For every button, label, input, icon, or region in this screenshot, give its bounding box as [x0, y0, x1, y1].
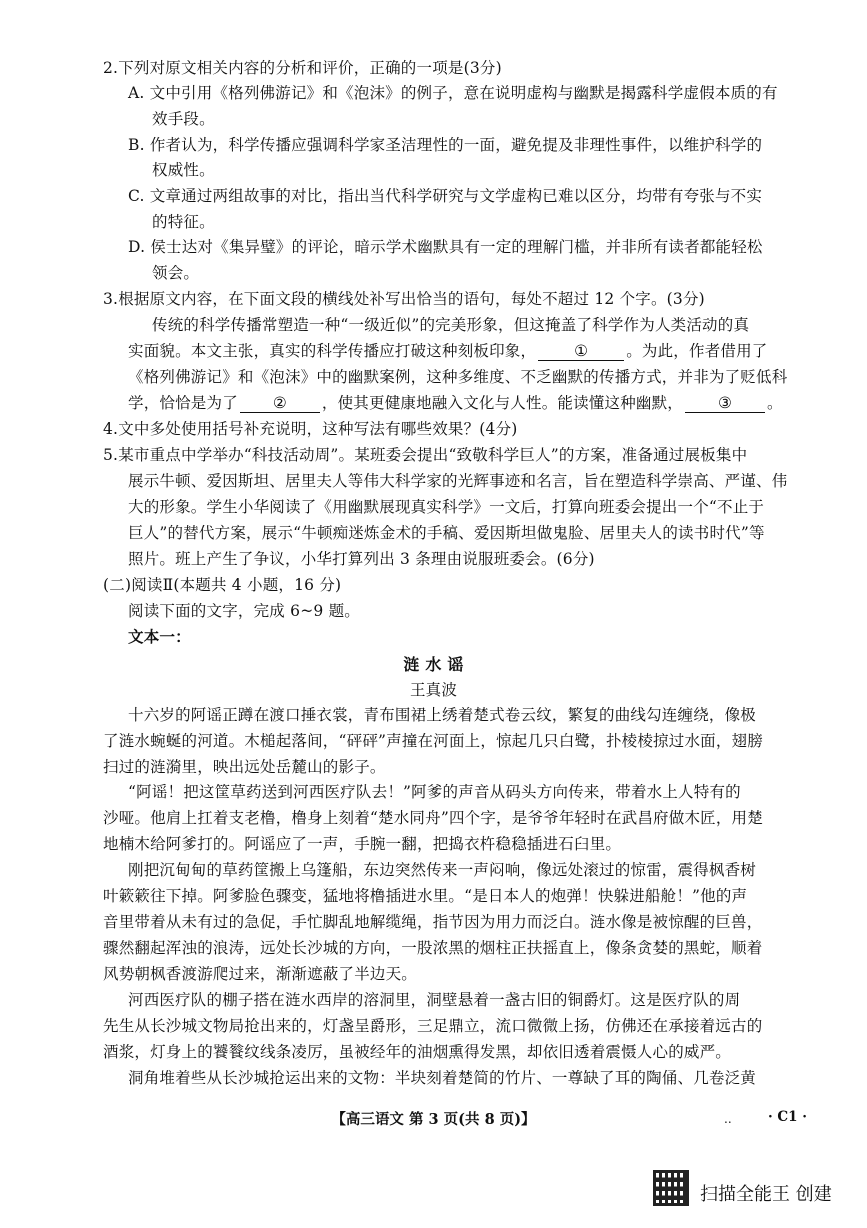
passage-text: 实面貌。本文主张，真实的科学传播应打破这种刻板印象，: [128, 342, 537, 360]
question-3-passage-line: [128, 341, 768, 361]
passage-text: ，使其更健康地融入文化与人性。能读懂这种幽默，: [321, 394, 684, 412]
question-5-line: 展示牛顿、爱因斯坦、居里夫人等伟大科学家的光辉事迹和名言，旨在塑造科学崇高、严谨、伟: [128, 472, 788, 490]
question-2-option-a-cont: 效手段。: [152, 110, 215, 128]
question-3-passage-line: [128, 393, 783, 413]
story-paragraph-line: 扫过的涟漪里，映出远处岳麓山的影子。: [103, 758, 386, 776]
question-3-passage-line: 《格列佛游记》和《泡沫》中的幽默案例，这种多维度、不乏幽默的传播方式，并非为了贬低科: [128, 368, 788, 386]
question-5-line: 大的形象。学生小华阅读了《用幽默展现真实科学》一文后，打算向班委会提出一个“不止于: [128, 498, 765, 516]
story-paragraph-line: 河西医疗队的棚子搭在涟水西岸的溶洞里，洞壁悬着一盏古旧的铜爵灯。这是医疗队的周: [128, 991, 741, 1009]
passage-text: 学，恰恰是为了: [128, 394, 238, 412]
question-5-line: 5.某市重点中学举办“科技活动周”。某班委会提出“致敬科学巨人”的方案，准备通过展板集中: [103, 446, 748, 464]
question-2-option-d-cont: 领会。: [152, 264, 200, 282]
question-3-passage-line: 传统的科学传播常塑造一种“一级近似”的完美形象，但这掩盖了科学作为人类活动的真: [152, 316, 750, 334]
question-2-option-c-cont: 的特征。: [152, 213, 215, 231]
story-paragraph-line: 先生从长沙城文物局抢出来的，灯盏呈爵形，三足鼎立，流口微微上扬，仿佛还在承接着远古的: [103, 1017, 763, 1035]
fill-blank-2[interactable]: ②: [240, 394, 320, 413]
footer-code: · C1 ·: [768, 1109, 807, 1125]
passage-text: 。为此，作者借用了: [626, 342, 768, 360]
story-title: 涟 水 谣: [403, 655, 464, 674]
story-paragraph-line: 了涟水蜿蜒的河道。木槌起落间，“砰砰”声撞在河面上，惊起几只白鹭，扑棱棱掠过水面，翅膀: [103, 732, 763, 750]
story-paragraph-line: 地楠木给阿爹打的。阿谣应了一声，手腕一翻，把捣衣杵稳稳插进石臼里。: [103, 835, 622, 853]
question-2-option-a: A. 文中引用《格列佛游记》和《泡沫》的例子，意在说明虚构与幽默是揭露科学虚假本质的有: [128, 84, 778, 102]
question-3-stem: 3.根据原文内容，在下面文段的横线处补写出恰当的语句，每处不超过 12 个字。(3分): [103, 290, 705, 308]
section-heading: (二)阅读Ⅱ(本题共 4 小题，16 分): [103, 576, 342, 594]
question-2-stem: 2.下列对原文相关内容的分析和评价，正确的一项是(3分): [103, 59, 502, 77]
question-2-option-d: D. 侯士达对《集异璧》的评论，暗示学术幽默具有一定的理解门槛，并非所有读者都能轻松: [128, 238, 763, 256]
question-5-line: 照片。班上产生了争议，小华打算列出 3 条理由说服班委会。(6分): [128, 550, 595, 568]
question-2-option-b-cont: 权威性。: [152, 161, 215, 179]
question-2-option-c: C. 文章通过两组故事的对比，指出当代科学研究与文学虚构已难以区分，均带有夸张与不实: [128, 187, 763, 205]
story-paragraph-line: 风势朝枫香渡游爬过来，渐渐遮蔽了半边天。: [103, 965, 418, 983]
story-paragraph-line: 刚把沉甸甸的草药筐搬上乌篷船，东边突然传来一声闷响，像远处滚过的惊雷，震得枫香树: [128, 861, 757, 879]
text-label: 文本一：: [128, 627, 191, 646]
story-paragraph-line: 沙哑。他肩上扛着支老橹，橹身上刻着“楚水同舟”四个字，是爷爷年轻时在武昌府做木匠，用楚: [103, 809, 763, 827]
story-paragraph-line: 音里带着从未有过的急促，手忙脚乱地解缆绳，指节因为用力而泛白。涟水像是被惊醒的巨兽，: [103, 913, 763, 931]
story-paragraph-line: 十六岁的阿谣正蹲在渡口捶衣裳，青布围裙上绣着楚式卷云纹，繁复的曲线勾连缠绕，像极: [128, 706, 757, 724]
page-footer: 【高三语文 第 3 页(共 8 页)】: [331, 1111, 536, 1128]
scanner-watermark: 扫描全能王 创建: [700, 1184, 832, 1205]
story-paragraph-line: “阿谣！把这筐草药送到河西医疗队去！”阿爹的声音从码头方向传来，带着水上人特有的: [128, 783, 741, 801]
section-instruction: 阅读下面的文字，完成 6~9 题。: [128, 602, 360, 620]
story-paragraph-line: 酒浆，灯身上的饕餮纹线条凌厉，虽被经年的油烟熏得发黑，却依旧透着震慑人心的威严。: [103, 1043, 732, 1061]
footer-dots: ..: [724, 1112, 732, 1126]
question-4-stem: 4.文中多处使用括号补充说明，这种写法有哪些效果？(4分): [103, 420, 518, 438]
passage-text: 。: [767, 394, 783, 412]
story-author: 王真波: [409, 681, 458, 699]
fill-blank-1[interactable]: ①: [538, 342, 624, 361]
question-5-line: 巨人”的替代方案，展示“牛顿痴迷炼金术的手稿、爱因斯坦做鬼脸、居里夫人的读书时代”等: [128, 524, 765, 542]
story-paragraph-line: 洞角堆着些从长沙城抢运出来的文物：半块刻着楚简的竹片、一尊缺了耳的陶俑、几卷泛黄: [128, 1069, 757, 1087]
fill-blank-3[interactable]: ③: [685, 394, 765, 413]
story-paragraph-line: 叶簌簌往下掉。阿爹脸色骤变，猛地将橹插进水里。“是日本人的炮弹！快躲进船舱！”他的声: [103, 887, 748, 905]
question-2-option-b: B. 作者认为，科学传播应强调科学家圣洁理性的一面，避免提及非理性事件，以维护科学的: [128, 136, 763, 154]
qr-code-icon: [653, 1170, 689, 1206]
story-paragraph-line: 骤然翻起浑浊的浪涛，远处长沙城的方向，一股浓黑的烟柱正扶摇直上，像条贪婪的黑蛇，顺着: [103, 939, 763, 957]
